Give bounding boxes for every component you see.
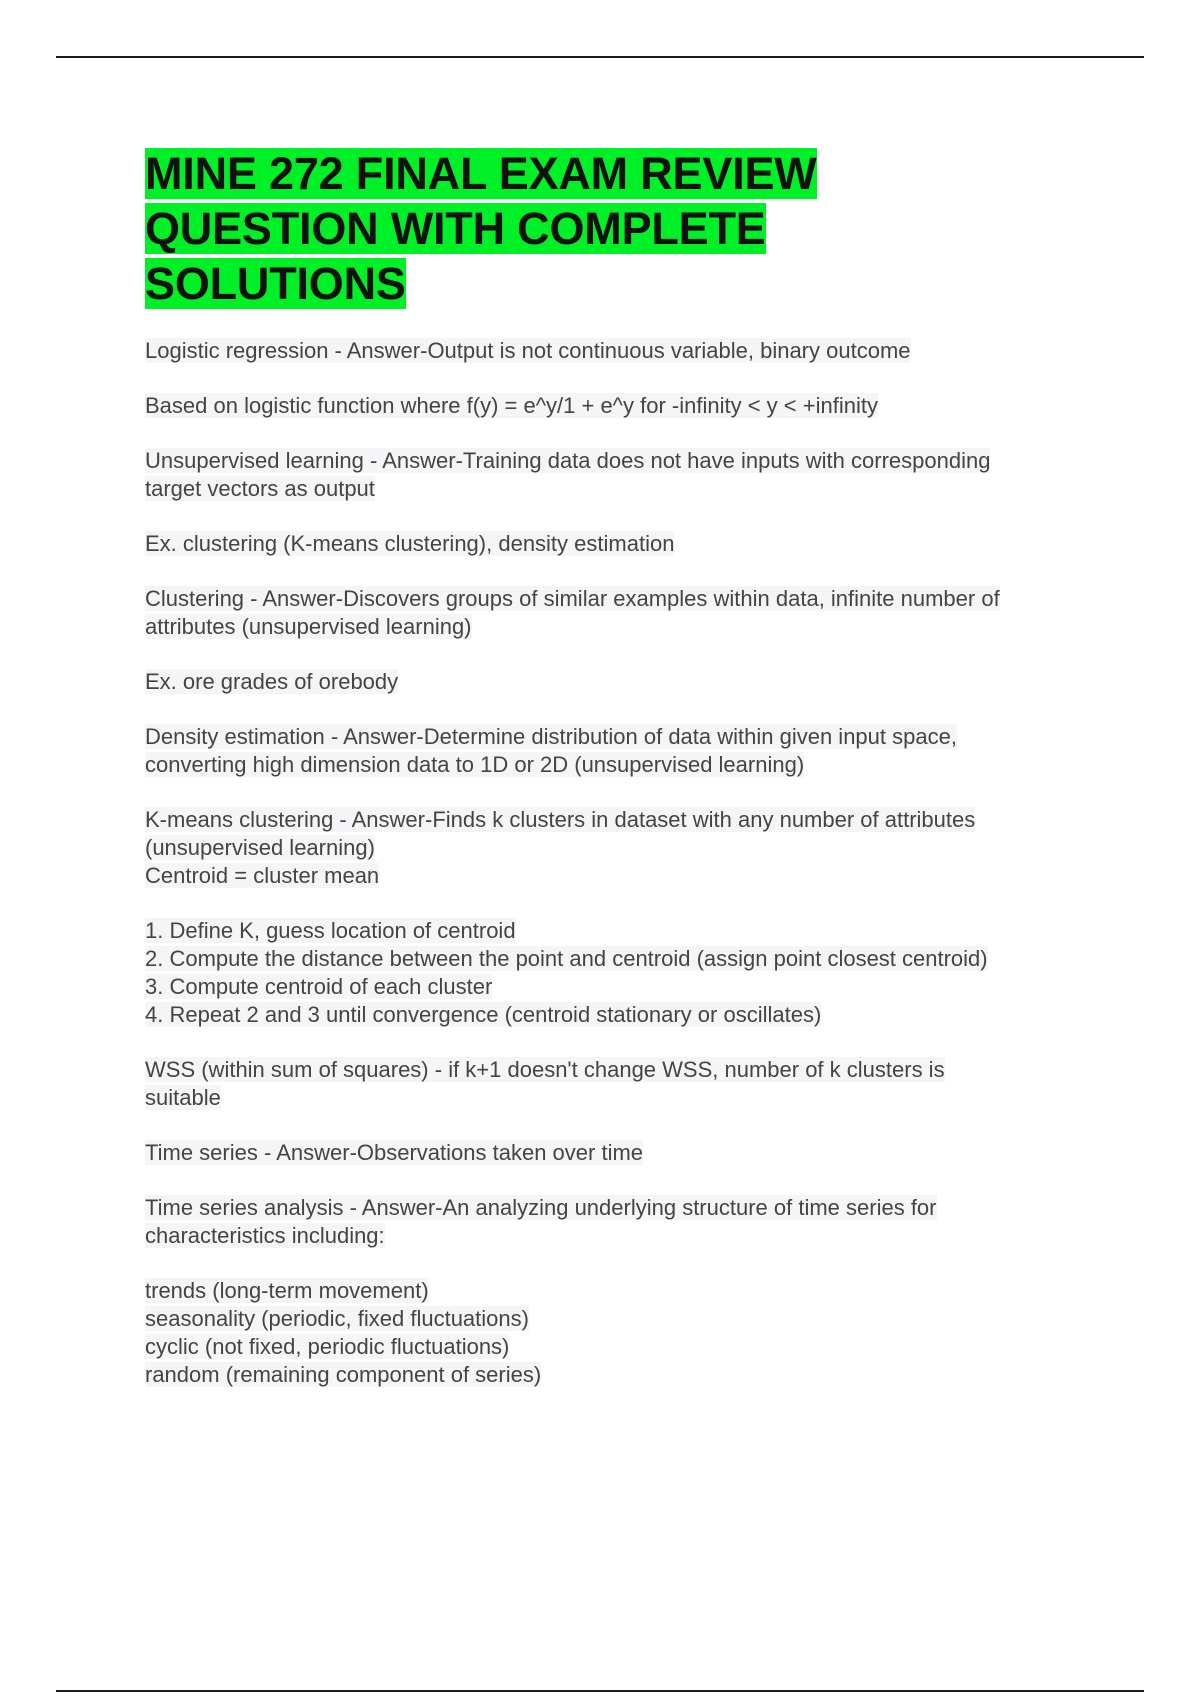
- text-line-content: Ex. clustering (K-means clustering), density estimation: [145, 531, 675, 556]
- text-line: [145, 1305, 1105, 1333]
- text-line-content: Time series analysis - Answer-An analyzing underlying structure of time series for: [145, 1195, 937, 1220]
- text-line: [145, 668, 1105, 696]
- qa-paragraph: [145, 723, 1105, 779]
- text-line-content: target vectors as output: [145, 476, 375, 501]
- text-line: [145, 530, 1105, 558]
- text-line: [145, 723, 1105, 751]
- qa-paragraph: [145, 337, 1105, 365]
- qa-list: [145, 337, 1105, 1389]
- text-line: [145, 613, 1105, 641]
- text-line-content: WSS (within sum of squares) - if k+1 doesn't change WSS, number of k clusters is: [145, 1057, 945, 1082]
- text-line: [145, 1194, 1105, 1222]
- document-title: [145, 146, 1105, 311]
- text-line-content: K-means clustering - Answer-Finds k clusters in dataset with any number of attributes: [145, 807, 976, 832]
- text-line: [145, 1084, 1105, 1112]
- qa-paragraph: [145, 668, 1105, 696]
- text-line-content: 4. Repeat 2 and 3 until convergence (centroid stationary or oscillates): [145, 1002, 822, 1027]
- text-line: [145, 751, 1105, 779]
- top-rule: [56, 56, 1144, 58]
- text-line: [145, 1001, 1105, 1029]
- text-line-content: random (remaining component of series): [145, 1362, 542, 1387]
- text-line-content: 2. Compute the distance between the point and centroid (assign point closest centroid): [145, 946, 988, 971]
- text-line-content: (unsupervised learning): [145, 835, 375, 860]
- qa-paragraph: [145, 1194, 1105, 1250]
- text-line-content: Centroid = cluster mean: [145, 863, 380, 888]
- qa-paragraph: [145, 917, 1105, 1029]
- text-line-content: 1. Define K, guess location of centroid: [145, 918, 516, 943]
- text-line: [145, 585, 1105, 613]
- text-line: [145, 806, 1105, 834]
- text-line-content: Density estimation - Answer-Determine distribution of data within given input space,: [145, 724, 957, 749]
- text-line-content: suitable: [145, 1085, 221, 1110]
- qa-paragraph: [145, 585, 1105, 641]
- qa-paragraph: [145, 447, 1105, 503]
- text-line-content: Time series - Answer-Observations taken over time: [145, 1140, 644, 1165]
- text-line-content: 3. Compute centroid of each cluster: [145, 974, 493, 999]
- text-line: [145, 337, 1105, 365]
- text-line: [145, 392, 1105, 420]
- text-line-content: converting high dimension data to 1D or 2D (unsupervised learning): [145, 752, 805, 777]
- text-line: [145, 475, 1105, 503]
- text-line: [145, 945, 1105, 973]
- text-line-content: trends (long-term movement): [145, 1278, 429, 1303]
- qa-paragraph: [145, 1056, 1105, 1112]
- text-line-content: Clustering - Answer-Discovers groups of similar examples within data, infinite number of: [145, 586, 1000, 611]
- text-line: [145, 447, 1105, 475]
- text-line-content: attributes (unsupervised learning): [145, 614, 472, 639]
- bottom-rule: [56, 1690, 1144, 1692]
- text-line: [145, 1277, 1105, 1305]
- text-line: [145, 1361, 1105, 1389]
- text-line: [145, 973, 1105, 1001]
- text-line-content: Logistic regression - Answer-Output is not continuous variable, binary outcome: [145, 338, 911, 363]
- qa-paragraph: [145, 392, 1105, 420]
- text-line: [145, 834, 1105, 862]
- text-line-content: Based on logistic function where f(y) = e^y/1 + e^y for -infinity < y < +infinity: [145, 393, 878, 418]
- text-line: [145, 1222, 1105, 1250]
- title-line: MINE 272 FINAL EXAM REVIEW: [145, 148, 817, 199]
- text-line-content: seasonality (periodic, fixed fluctuations): [145, 1306, 529, 1331]
- text-line: [145, 1333, 1105, 1361]
- text-line-content: characteristics including:: [145, 1223, 385, 1248]
- text-line-content: Ex. ore grades of orebody: [145, 669, 399, 694]
- qa-paragraph: [145, 1139, 1105, 1167]
- text-line-content: Unsupervised learning - Answer-Training data does not have inputs with corresponding: [145, 448, 991, 473]
- text-line-content: cyclic (not fixed, periodic fluctuations): [145, 1334, 510, 1359]
- qa-paragraph: [145, 530, 1105, 558]
- text-line: [145, 862, 1105, 890]
- text-line: [145, 917, 1105, 945]
- text-line: [145, 1139, 1105, 1167]
- qa-paragraph: [145, 806, 1105, 890]
- title-line: QUESTION WITH COMPLETE: [145, 203, 766, 254]
- document-body: [145, 146, 1105, 1416]
- qa-paragraph: [145, 1277, 1105, 1389]
- title-line: SOLUTIONS: [145, 258, 406, 309]
- text-line: [145, 1056, 1105, 1084]
